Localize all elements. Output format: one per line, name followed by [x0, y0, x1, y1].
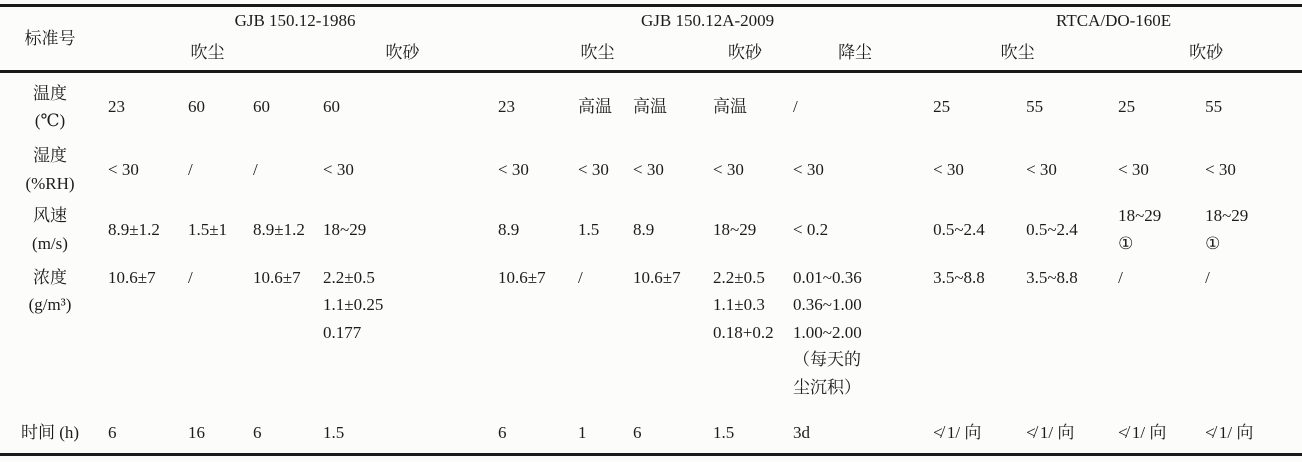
table-cell-temperature-c4 [315, 72, 490, 142]
cell-line: / [188, 160, 193, 180]
table-cell-humidity-c12 [1110, 142, 1197, 199]
table-cell-time-c11 [1018, 414, 1110, 455]
table-cell-time-c10 [925, 414, 1018, 455]
subgroup-header: 吹尘 [925, 36, 1110, 72]
cell-line: 23 [108, 97, 125, 117]
table-cell-concentration-c7 [625, 261, 705, 414]
cell-line: < 30 [1118, 160, 1149, 180]
cell-line: （每天的 [793, 350, 862, 370]
cell-line: 1.5±1 [188, 219, 228, 239]
standards-comparison-table [0, 4, 1302, 456]
cell-line: / [1205, 267, 1210, 287]
table-cell-time-c8 [705, 414, 785, 455]
table-cell-temperature-c9 [785, 72, 925, 142]
table-cell-concentration-c1 [100, 261, 180, 414]
cell-line: 3d [793, 423, 811, 443]
cell-line: < 30 [1205, 160, 1236, 180]
table-cell-humidity-c2 [180, 142, 245, 199]
table-row-wind-speed [0, 199, 1302, 261]
table-row-humidity [0, 142, 1302, 199]
table-cell-wind-speed-c6 [570, 199, 625, 261]
cell-line: < 30 [933, 160, 964, 180]
table-cell-temperature-c10 [925, 72, 1018, 142]
cell-line: 8.9±1.2 [253, 219, 305, 239]
table-cell-time-c6 [570, 414, 625, 455]
table-row-time [0, 414, 1302, 455]
table-cell-humidity-c8 [705, 142, 785, 199]
table-cell-wind-speed-c10 [925, 199, 1018, 261]
row-label-line: (m/s) [32, 233, 68, 253]
cell-line: 6 [108, 423, 117, 443]
table-cell-time-c5 [490, 414, 570, 455]
cell-line: 55 [1205, 97, 1223, 117]
cell-line: < 30 [498, 160, 529, 180]
cell-line: 25 [1118, 97, 1136, 117]
cell-line: 1.5 [713, 423, 735, 443]
table-cell-wind-speed-c1 [100, 199, 180, 261]
cell-line: 8.9 [498, 219, 520, 239]
subgroup-header: 吹砂 [705, 36, 785, 72]
table-cell-concentration-c2 [180, 261, 245, 414]
cell-line: 60 [253, 97, 270, 117]
table-cell-concentration-c3 [245, 261, 315, 414]
cell-line: < 30 [793, 160, 824, 180]
cell-line: / [253, 160, 258, 180]
cell-line: 1.5 [578, 219, 600, 239]
cell-line: 10.6±7 [253, 267, 301, 287]
cell-line: ≮ 1/ 向 [933, 423, 982, 443]
cell-line: 高温 [633, 97, 668, 117]
table-cell-time-c2 [180, 414, 245, 455]
table-cell-temperature-c13 [1197, 72, 1302, 142]
cell-line: 18~29 [323, 219, 367, 239]
table-cell-temperature-c12 [1110, 72, 1197, 142]
table-cell-time-c12 [1110, 414, 1197, 455]
row-label-header: 标准号 [0, 6, 100, 72]
table-cell-temperature-c7 [625, 72, 705, 142]
cell-line: 10.6±7 [498, 267, 546, 287]
row-label-line: 浓度 [33, 267, 67, 287]
cell-line: ≮ 1/ 向 [1205, 423, 1254, 443]
row-label-temperature [0, 72, 100, 142]
table-cell-wind-speed-c8 [705, 199, 785, 261]
cell-line: 0.01~0.36 [793, 267, 862, 287]
subgroup-header: 吹砂 [1110, 36, 1302, 72]
cell-line: 8.9±1.2 [108, 219, 160, 239]
subgroup-header: 吹尘 [490, 36, 705, 72]
cell-line: 1.00~2.00 [793, 322, 862, 342]
cell-line: 1.1±0.25 [323, 295, 384, 315]
row-label-line: (g/m³) [28, 295, 72, 315]
row-label-wind-speed [0, 199, 100, 261]
table-row-concentration [0, 261, 1302, 414]
cell-line: < 30 [323, 160, 354, 180]
table-cell-wind-speed-c12 [1110, 199, 1197, 261]
table-cell-wind-speed-c2 [180, 199, 245, 261]
cell-line: 8.9 [633, 219, 655, 239]
group-header: GJB 150.12-1986 [234, 11, 356, 31]
row-label-time [0, 414, 100, 455]
cell-line: 3.5~8.8 [1026, 267, 1078, 287]
table-cell-concentration-c10 [925, 261, 1018, 414]
row-label-concentration [0, 261, 100, 414]
table-cell-temperature-c11 [1018, 72, 1110, 142]
cell-line: < 30 [713, 160, 744, 180]
cell-line: < 30 [108, 160, 139, 180]
cell-line: 0.18+0.2 [713, 322, 774, 342]
cell-line: 尘沉积） [793, 377, 862, 397]
table-cell-time-c9 [785, 414, 925, 455]
table-cell-humidity-c9 [785, 142, 925, 199]
table-cell-temperature-c1 [100, 72, 180, 142]
cell-line: 0.36~1.00 [793, 295, 862, 315]
row-label-line: 时间 (h) [20, 423, 80, 443]
cell-line: 16 [188, 423, 205, 443]
cell-line: 60 [323, 97, 340, 117]
table-cell-humidity-c5 [490, 142, 570, 199]
cell-line: 2.2±0.5 [323, 267, 375, 287]
cell-line: 23 [498, 97, 516, 117]
cell-line: 高温 [713, 97, 748, 117]
row-label-humidity [0, 142, 100, 199]
cell-line: 10.6±7 [633, 267, 681, 287]
group-header: GJB 150.12A-2009 [640, 11, 775, 31]
cell-line: < 30 [1026, 160, 1057, 180]
cell-line: < 30 [578, 160, 609, 180]
cell-line: 2.2±0.5 [713, 267, 765, 287]
table-cell-concentration-c13 [1197, 261, 1302, 414]
row-label-line: 温度 [33, 83, 67, 103]
subgroup-header: 降尘 [785, 36, 925, 72]
table-cell-humidity-c4 [315, 142, 490, 199]
cell-line: / [188, 267, 193, 287]
cell-line: 0.5~2.4 [1026, 219, 1078, 239]
group-header: RTCA/DO-160E [1056, 11, 1172, 31]
table-cell-concentration-c5 [490, 261, 570, 414]
subgroup-header: 吹砂 [315, 36, 490, 72]
subgroup-header-row [0, 36, 1302, 72]
subgroup-header: 吹尘 [100, 36, 315, 72]
table-cell-wind-speed-c3 [245, 199, 315, 261]
table-cell-humidity-c3 [245, 142, 315, 199]
table-cell-time-c4 [315, 414, 490, 455]
table-cell-time-c13 [1197, 414, 1302, 455]
cell-line: 1 [578, 423, 587, 443]
cell-line: 18~29 [713, 219, 757, 239]
table-cell-humidity-c11 [1018, 142, 1110, 199]
cell-line: ≮ 1/ 向 [1026, 423, 1075, 443]
table-cell-humidity-c1 [100, 142, 180, 199]
table-cell-temperature-c2 [180, 72, 245, 142]
table-cell-concentration-c4 [315, 261, 490, 414]
cell-line: 10.6±7 [108, 267, 156, 287]
table-cell-humidity-c7 [625, 142, 705, 199]
table-cell-concentration-c6 [570, 261, 625, 414]
cell-line: < 0.2 [793, 219, 829, 239]
table-cell-humidity-c6 [570, 142, 625, 199]
row-label-line: 风速 [33, 205, 67, 225]
cell-line: 25 [933, 97, 951, 117]
table-cell-concentration-c9 [785, 261, 925, 414]
table-cell-time-c7 [625, 414, 705, 455]
cell-line: / [578, 267, 583, 287]
table-cell-wind-speed-c4 [315, 199, 490, 261]
cell-line: 6 [498, 423, 507, 443]
table-cell-temperature-c8 [705, 72, 785, 142]
cell-line: / [793, 97, 798, 117]
cell-line: ① [1118, 233, 1134, 253]
table-cell-wind-speed-c9 [785, 199, 925, 261]
table-cell-temperature-c5 [490, 72, 570, 142]
cell-line: 18~29 [1205, 205, 1249, 225]
table-cell-wind-speed-c5 [490, 199, 570, 261]
cell-line: ≮ 1/ 向 [1118, 423, 1167, 443]
table-cell-humidity-c13 [1197, 142, 1302, 199]
table-header [0, 6, 1302, 72]
cell-line: / [1118, 267, 1123, 287]
table-body [0, 72, 1302, 455]
cell-line: ① [1205, 233, 1221, 253]
cell-line: 6 [633, 423, 642, 443]
table-cell-temperature-c6 [570, 72, 625, 142]
table-cell-concentration-c8 [705, 261, 785, 414]
cell-line: 高温 [578, 97, 613, 117]
cell-line: < 30 [633, 160, 664, 180]
table-cell-concentration-c11 [1018, 261, 1110, 414]
table-row-temperature [0, 72, 1302, 142]
cell-line: 1.5 [323, 423, 345, 443]
table-cell-temperature-c3 [245, 72, 315, 142]
table-cell-time-c1 [100, 414, 180, 455]
cell-line: 0.177 [323, 322, 362, 342]
cell-line: 55 [1026, 97, 1044, 117]
row-label-line: 湿度 [33, 146, 67, 166]
table-cell-humidity-c10 [925, 142, 1018, 199]
row-label-line: (%RH) [25, 174, 75, 193]
cell-line: 6 [253, 423, 262, 443]
table-cell-time-c3 [245, 414, 315, 455]
table-cell-concentration-c12 [1110, 261, 1197, 414]
cell-line: 18~29 [1118, 205, 1162, 225]
table-cell-wind-speed-c13 [1197, 199, 1302, 261]
row-label-line: (℃) [34, 111, 66, 131]
cell-line: 60 [188, 97, 205, 117]
table-cell-wind-speed-c11 [1018, 199, 1110, 261]
group-header-row [0, 6, 1302, 36]
cell-line: 0.5~2.4 [933, 219, 985, 239]
cell-line: 1.1±0.3 [713, 295, 765, 315]
cell-line: 3.5~8.8 [933, 267, 985, 287]
table-cell-wind-speed-c7 [625, 199, 705, 261]
